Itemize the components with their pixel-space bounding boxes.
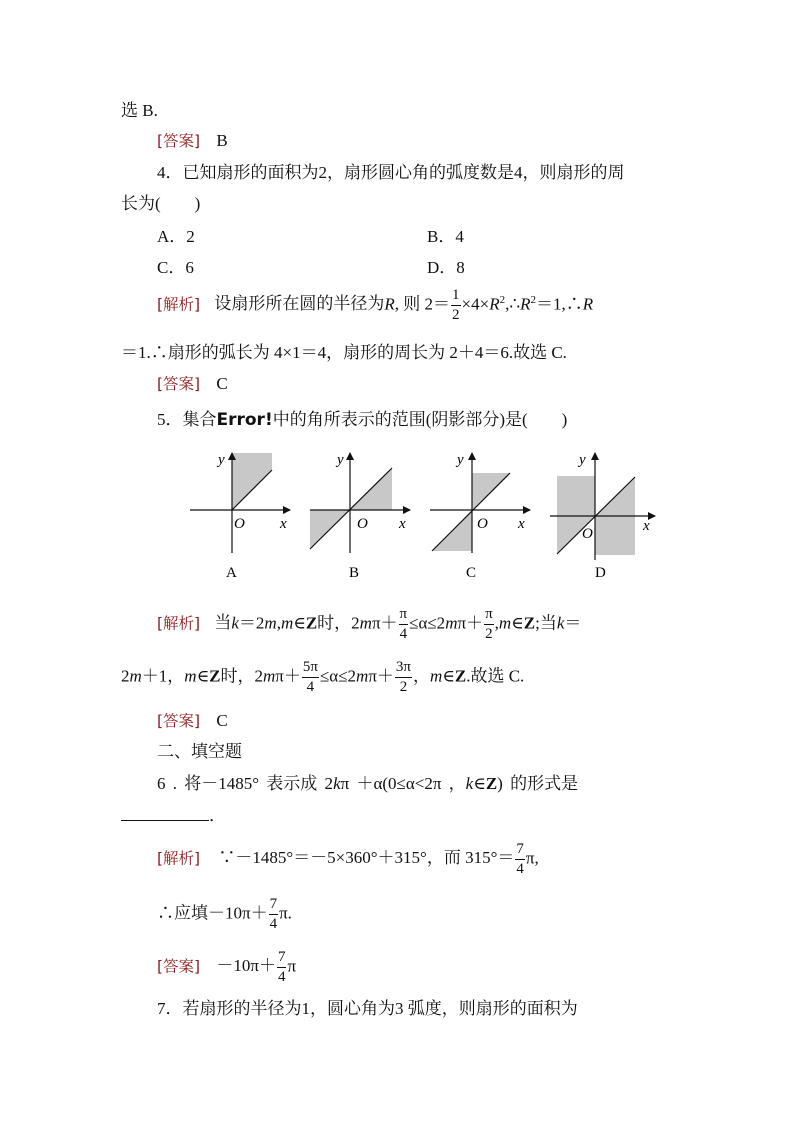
denominator: 2 <box>399 679 408 695</box>
caption-c: C <box>466 565 477 581</box>
solution-4-line-2: ＝1.∴扇形的弧长为 4×1＝4，扇形的周长为 2＋4＝6.故选 C. <box>121 343 567 362</box>
exponent: 2 <box>530 293 537 306</box>
section-heading: 二、填空题 <box>157 742 242 761</box>
error-field: Error! <box>216 410 273 430</box>
text-line: 选 B. <box>121 101 158 120</box>
var-r: R <box>384 294 395 314</box>
caption-d: D <box>595 565 606 581</box>
option-a: A．2 <box>157 227 195 246</box>
question-6-line-1 <box>157 775 578 792</box>
text: π. <box>279 903 292 923</box>
var-k: k <box>465 774 474 793</box>
shaded-region <box>557 476 595 516</box>
denominator: 4 <box>516 861 524 877</box>
x-label: x <box>518 516 525 532</box>
option-c: C．6 <box>157 258 194 277</box>
numerator: π <box>399 607 409 625</box>
y-label: y <box>218 452 225 468</box>
text: 6 . 将－1485° 表示成 2 <box>157 774 334 793</box>
question-4-line-1: 4．已知扇形的面积为2，扇形圆心角的弧度数是4，则扇形的周 <box>157 163 625 182</box>
text: .故选 C. <box>466 666 525 686</box>
text: π＋ <box>368 666 394 686</box>
text: π＋ <box>371 613 398 633</box>
text: , <box>276 613 281 633</box>
fraction <box>399 607 409 642</box>
text: ) 的形式是 <box>497 774 579 793</box>
diagram-c <box>430 452 530 581</box>
var-m: m <box>129 666 142 686</box>
denominator: 4 <box>277 969 286 985</box>
x-label: x <box>643 518 650 534</box>
text: 中的角所表示的范围(阴影部分)是( ) <box>272 410 568 429</box>
text: π＋ <box>457 613 484 633</box>
answer-line <box>157 950 296 985</box>
question-4-line-2: 长为( ) <box>121 194 201 213</box>
text: 时，2 <box>220 666 263 686</box>
var-r: R <box>520 294 531 314</box>
set-z: Z <box>209 666 221 686</box>
denominator: 4 <box>269 916 278 932</box>
var-k: k <box>556 613 565 633</box>
option-d: D．8 <box>427 258 465 277</box>
solution-6-line-2 <box>157 897 292 932</box>
solution-5-line-2 <box>121 660 524 695</box>
solution-5-line-1 <box>157 607 581 642</box>
text: , 则 2＝ <box>394 294 450 314</box>
numerator: π <box>484 607 494 625</box>
question-6-line-2 <box>121 806 226 824</box>
set-z: Z <box>485 774 498 793</box>
fraction <box>269 897 279 932</box>
text: ≤α≤2 <box>409 613 446 633</box>
text: ＋1， <box>141 666 185 686</box>
text: π, <box>525 848 539 868</box>
text: ∈ <box>196 666 210 686</box>
text: π＋ <box>275 666 301 686</box>
text: ＝1,∴ <box>536 294 583 314</box>
text: ×4× <box>461 294 490 314</box>
text: π <box>287 956 297 976</box>
y-label: y <box>457 452 464 468</box>
caption-a: A <box>226 565 237 581</box>
var-m: m <box>445 613 458 633</box>
solution-6-line-1 <box>157 842 539 877</box>
numerator: 7 <box>515 842 525 860</box>
var-r: R <box>582 294 594 314</box>
text: 设扇形所在圆的半径为 <box>214 294 385 314</box>
var-r: R <box>489 294 500 314</box>
text: ＝ <box>564 613 582 633</box>
text: 2 <box>121 666 130 686</box>
answer-line <box>157 375 228 393</box>
y-label: y <box>579 452 586 468</box>
text: ∈ <box>293 613 306 633</box>
var-m: m <box>359 613 372 633</box>
set-z: Z <box>523 613 536 633</box>
shaded-region <box>232 453 272 470</box>
numerator: 7 <box>269 897 279 915</box>
diagram-b <box>310 452 410 581</box>
set-z: Z <box>454 666 467 686</box>
text: ∵－1485°＝－5×360°＋315°，而 315°＝ <box>218 848 515 868</box>
denominator: 4 <box>306 679 315 695</box>
set-z: Z <box>305 613 318 633</box>
var-m: m <box>498 613 512 633</box>
answer-tag: [答案] <box>157 957 201 976</box>
denominator: 2 <box>452 307 460 323</box>
analysis-tag: [解析] <box>157 295 201 314</box>
var-k: k <box>231 613 239 633</box>
origin-label: O <box>477 516 488 532</box>
numerator: 3π <box>395 660 412 678</box>
answer-value: C <box>216 374 228 393</box>
fraction <box>451 288 461 323</box>
diagram-d <box>550 452 655 581</box>
answer-value: C <box>216 711 228 730</box>
var-m: m <box>264 613 277 633</box>
denominator: 4 <box>399 626 408 642</box>
shaded-region <box>595 516 635 555</box>
text: ， <box>412 666 430 686</box>
fraction <box>515 842 525 877</box>
caption-b: B <box>349 565 360 581</box>
fraction <box>484 607 494 642</box>
analysis-tag: [解析] <box>157 849 201 868</box>
numerator: 7 <box>277 950 287 968</box>
origin-label: O <box>357 516 368 532</box>
answer-blank <box>121 806 209 821</box>
answer-line <box>157 712 228 730</box>
x-label: x <box>399 516 406 532</box>
answer-tag: [答案] <box>157 712 201 730</box>
text: ≤α≤2 <box>319 666 357 686</box>
var-m: m <box>356 666 369 686</box>
fraction <box>395 660 412 695</box>
angle-diagrams <box>185 448 665 583</box>
x-label: x <box>280 516 287 532</box>
text: －10π＋ <box>216 956 276 976</box>
text: ∈ <box>511 613 524 633</box>
denominator: 2 <box>485 626 493 642</box>
option-b: B．4 <box>427 227 464 246</box>
text: ,∴ <box>505 294 521 314</box>
text: 5．集合 <box>157 410 217 429</box>
answer-value: B <box>216 131 228 150</box>
text: 当 <box>214 613 232 633</box>
answer-tag: [答案] <box>157 132 201 150</box>
var-m: m <box>184 666 197 686</box>
var-m: m <box>429 666 443 686</box>
text: ∈ <box>442 666 455 686</box>
y-label: y <box>337 452 344 468</box>
origin-label: O <box>234 516 245 532</box>
exponent: 2 <box>499 293 506 306</box>
question-7-line-1: 7．若扇形的半径为1，圆心角为3 弧度，则扇形的面积为 <box>157 999 578 1018</box>
text: ∈ <box>473 774 486 793</box>
text: ． <box>209 806 226 825</box>
answer-line <box>157 132 228 150</box>
fraction <box>277 950 287 985</box>
text: π ＋α(0≤α<2π ， <box>340 774 466 793</box>
answer-tag: [答案] <box>157 375 201 393</box>
text: ∴应填－10π＋ <box>157 903 268 923</box>
numerator: 5π <box>302 660 319 678</box>
solution-4-line-1 <box>157 288 593 323</box>
origin-label: O <box>582 526 593 542</box>
text: ;当 <box>535 613 557 633</box>
fraction <box>302 660 319 695</box>
var-k: k <box>333 774 341 793</box>
question-5-line <box>157 411 567 429</box>
numerator: 1 <box>451 288 461 306</box>
var-m: m <box>280 613 294 633</box>
var-m: m <box>263 666 276 686</box>
analysis-tag: [解析] <box>157 614 201 633</box>
diagram-a <box>190 452 290 581</box>
text: ＝2 <box>238 613 265 633</box>
text: 时，2 <box>317 613 360 633</box>
text: , <box>494 613 499 633</box>
